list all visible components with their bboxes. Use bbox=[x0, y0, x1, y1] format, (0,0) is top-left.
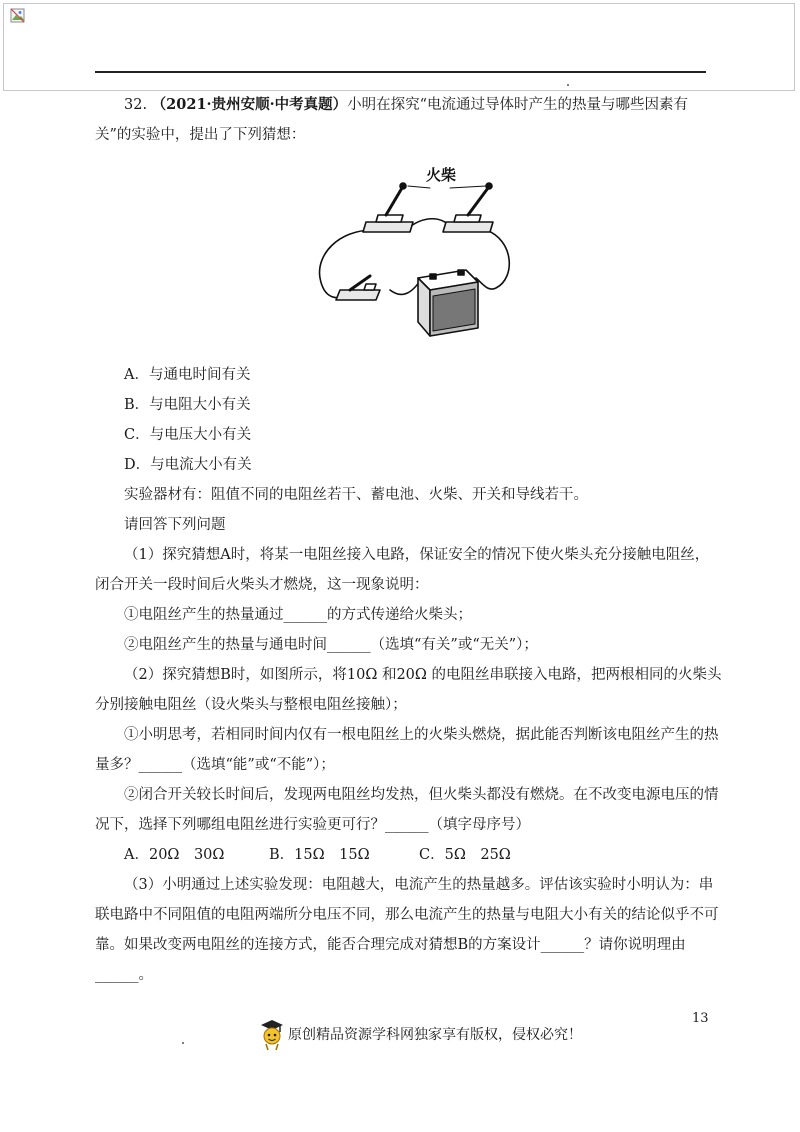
part3-line3: 靠。如果改变两电阻丝的连接方式，能否合理完成对猜想B的方案设计______？请你说明理由 bbox=[95, 937, 686, 953]
speck bbox=[567, 84, 569, 86]
footer bbox=[258, 1016, 582, 1052]
resistor-block-right bbox=[443, 222, 493, 232]
intro-text-1: 小明在探究“电流通过导体时产生的热量与哪些因素有 bbox=[347, 97, 689, 113]
option-a: A．20Ω 30Ω bbox=[124, 847, 225, 863]
part1-q2: ②电阻丝产生的热量与通电时间______（选填“有关”或“无关”）； bbox=[124, 637, 538, 653]
option-c: C．5Ω 25Ω bbox=[419, 847, 511, 863]
part2-q2-line1: ②闭合开关较长时间后，发现两电阻丝均发热，但火柴头都没有燃烧。在不改变电源电压的情 bbox=[124, 787, 719, 803]
switch-base bbox=[336, 290, 380, 300]
materials: 实验器材有：阻值不同的电阻丝若干、蓄电池、火柴、开关和导线若干。 bbox=[124, 487, 588, 503]
hypothesis-d: D．与电流大小有关 bbox=[124, 457, 252, 473]
match-right bbox=[468, 188, 488, 215]
match-head-right bbox=[486, 183, 492, 189]
wire-right bbox=[476, 230, 509, 289]
part1-q1: ①电阻丝产生的热量通过______的方式传递给火柴头； bbox=[124, 607, 472, 623]
part2-line2: 分别接触电阻丝（设火柴头与整根电阻丝接触）； bbox=[95, 697, 407, 713]
question-intro bbox=[95, 90, 705, 120]
hypothesis-a: A．与通电时间有关 bbox=[124, 367, 251, 383]
option-b: B．15Ω 15Ω bbox=[269, 847, 370, 863]
intro-text-2: 关”的实验中，提出了下列猜想： bbox=[95, 127, 306, 143]
header-rule bbox=[95, 71, 706, 73]
header-frame bbox=[3, 3, 795, 91]
part2-line1: （2）探究猜想B时，如图所示，将10Ω 和20Ω 的电阻丝串联接入电路，把两根相同的火柴头 bbox=[124, 667, 722, 683]
match-head-left bbox=[400, 183, 406, 189]
broken-image-icon bbox=[10, 8, 26, 24]
part1-line1: （1）探究猜想A时，将某一电阻丝接入电路，保证安全的情况下使火柴头充分接触电阻丝， bbox=[124, 547, 710, 563]
part1-line2: 闭合开关一段时间后火柴头才燃烧，这一现象说明： bbox=[95, 577, 429, 593]
question-source: （2021·贵州安顺·中考真题） bbox=[151, 96, 348, 113]
part3-line2: 联电路中不同阻值的电阻两端所分电压不同，那么电流产生的热量与电阻大小有关的结论似乎不可 bbox=[95, 907, 719, 923]
part3-line1: （3）小明通过上述实验发现：电阻越大，电流产生的热量越多。评估该实验时小明认为：串 bbox=[124, 877, 714, 893]
circuit-figure bbox=[318, 160, 518, 345]
page-number: 13 bbox=[692, 1011, 709, 1026]
part2-q2-line2: 况下，选择下列哪组电阻丝进行实验更可行？______（填字母序号） bbox=[95, 817, 530, 833]
hypothesis-c: C．与电压大小有关 bbox=[124, 427, 252, 443]
mascot-logo-icon bbox=[258, 1017, 286, 1051]
part3-line4: ______。 bbox=[95, 967, 153, 983]
part2-options bbox=[95, 840, 705, 870]
part2-q1-line2: 量多？______（选填“能”或“不能”）； bbox=[95, 757, 335, 773]
resistor-block-left bbox=[363, 222, 413, 232]
question-number: 32. bbox=[124, 97, 148, 113]
match-label: 火柴 bbox=[425, 166, 457, 184]
hypothesis-b: B．与电阻大小有关 bbox=[124, 397, 251, 413]
speck bbox=[182, 1042, 184, 1044]
copyright-notice: 原创精品资源学科网独家享有版权，侵权必究！ bbox=[288, 1027, 582, 1043]
prompt: 请回答下列问题 bbox=[124, 517, 226, 533]
part2-q1-line1: ①小明思考，若相同时间内仅有一根电阻丝上的火柴头燃烧，据此能否判断该电阻丝产生的热 bbox=[124, 727, 719, 743]
match-left bbox=[386, 188, 402, 215]
